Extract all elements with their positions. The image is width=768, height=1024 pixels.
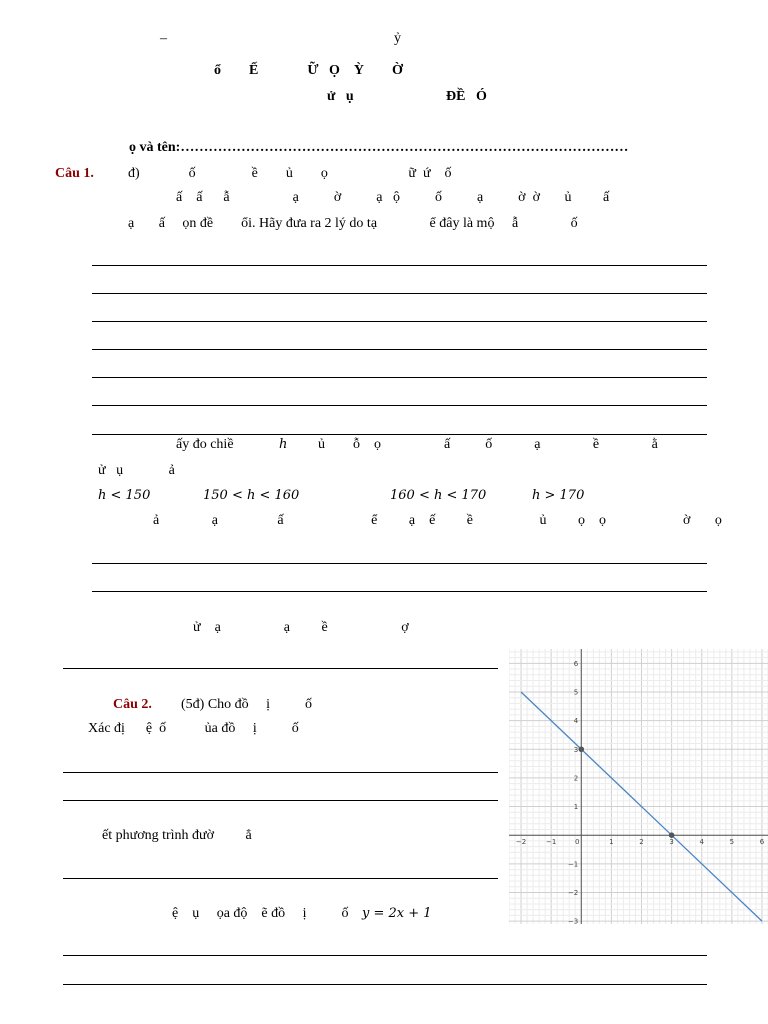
header-subject: ử ụ bbox=[327, 89, 354, 104]
question-1b-line-1b: ủ ỗ ọ ấ ố ạ ề ằ bbox=[318, 437, 658, 452]
question-2c: ệ ụ ọa độ ẽ đồ ị ố bbox=[172, 906, 349, 921]
intercept-point bbox=[669, 832, 675, 838]
question-1c-line: ử ạ ạ ề ợ bbox=[193, 620, 409, 635]
header-title: ổ Ế Ữ Ọ Ỳ Ờ bbox=[214, 63, 403, 78]
header-line1: ỷ bbox=[394, 31, 401, 46]
x-tick-label: 2 bbox=[639, 838, 644, 847]
function-graph bbox=[509, 649, 768, 924]
y-tick-label: 2 bbox=[573, 774, 579, 783]
question-1-line-2: ấ ấ ẫ ạ ờ ạ ộ ố ạ ờ ờ ủ ấ bbox=[176, 190, 610, 205]
graph-background bbox=[509, 649, 768, 924]
x-tick-label: −1 bbox=[545, 838, 557, 847]
y-tick-label: 4 bbox=[573, 717, 579, 726]
range-3: 160 < h < 170 bbox=[390, 488, 487, 503]
range-2: 150 < h < 160 bbox=[203, 488, 300, 503]
student-name-label: ọ và tên:…………………………………………………………………………………… bbox=[129, 140, 629, 155]
answer-line[interactable] bbox=[92, 405, 707, 406]
x-tick-label: 6 bbox=[759, 838, 765, 847]
question-2b: ết phương trình đườ ẳ bbox=[102, 828, 252, 843]
y-tick-label: −3 bbox=[567, 917, 579, 924]
range-4: h > 170 bbox=[532, 488, 585, 503]
question-2-label: Câu 2. bbox=[113, 697, 152, 712]
question-2-intro: (5đ) Cho đồ ị ố bbox=[181, 697, 313, 712]
answer-line[interactable] bbox=[63, 800, 498, 801]
answer-line[interactable] bbox=[63, 668, 498, 669]
answer-line[interactable] bbox=[63, 984, 707, 985]
y-tick-label: 6 bbox=[573, 659, 579, 668]
question-1b-line-3: ả ạ ấ ể ạ ế ề ủ ọ ọ ờ ọ bbox=[153, 513, 722, 528]
question-1b-line-1: ấy đo chiề bbox=[176, 437, 234, 452]
answer-line[interactable] bbox=[92, 321, 707, 322]
y-tick-label: 5 bbox=[573, 688, 579, 697]
y-tick-label: 3 bbox=[573, 745, 579, 754]
answer-line[interactable] bbox=[63, 772, 498, 773]
range-1: h < 150 bbox=[98, 488, 151, 503]
height-variable: h bbox=[279, 437, 288, 452]
intercept-point bbox=[578, 746, 584, 752]
question-1-line-3: ạ ấ ọn đề ổi. Hãy đưa ra 2 lý do tạ ể đây là mộ ẫ ố bbox=[128, 216, 578, 231]
answer-line[interactable] bbox=[92, 265, 707, 266]
y-tick-label: 1 bbox=[573, 803, 579, 812]
header-dash: – bbox=[160, 31, 167, 46]
x-tick-label: 1 bbox=[609, 838, 614, 847]
x-tick-label: 0 bbox=[575, 838, 580, 847]
question-1-line-1: đ) ố ề ủ ọ ữ ứ ố bbox=[128, 166, 452, 181]
x-tick-label: 4 bbox=[699, 838, 704, 847]
question-1-label: Câu 1. bbox=[55, 166, 94, 181]
x-tick-label: −2 bbox=[515, 838, 527, 847]
header-exam: ĐỀ Ó bbox=[446, 89, 487, 104]
answer-line[interactable] bbox=[92, 377, 707, 378]
answer-line[interactable] bbox=[63, 878, 498, 879]
answer-line[interactable] bbox=[92, 563, 707, 564]
y-tick-label: −2 bbox=[567, 888, 579, 897]
y-tick-label: −1 bbox=[567, 860, 579, 869]
answer-line[interactable] bbox=[92, 591, 707, 592]
x-tick-label: 3 bbox=[669, 838, 674, 847]
question-2c-formula: y = 2x + 1 bbox=[362, 906, 432, 921]
x-tick-label: 5 bbox=[729, 838, 735, 847]
question-1b-line-2: ử ụ ả bbox=[98, 463, 175, 478]
question-2a: Xác đị ệ ố ủa đồ ị ố bbox=[88, 721, 299, 736]
answer-line[interactable] bbox=[92, 349, 707, 350]
answer-line[interactable] bbox=[92, 434, 707, 435]
answer-line[interactable] bbox=[92, 293, 707, 294]
answer-line[interactable] bbox=[63, 955, 707, 956]
